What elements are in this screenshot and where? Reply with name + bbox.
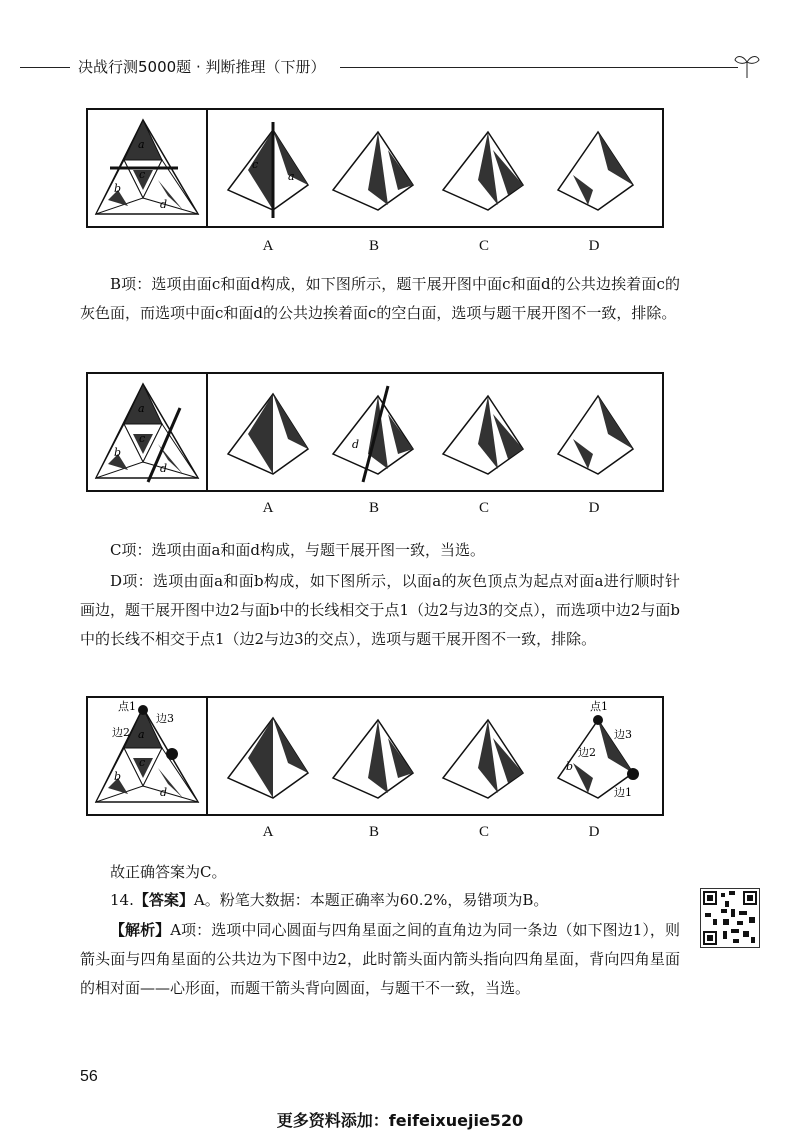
q14-answer-tag: 【答案】	[133, 891, 194, 909]
figure-option-a	[86, 108, 664, 228]
option-label-b: B	[368, 238, 379, 254]
option-b-pyramid	[333, 720, 413, 798]
net-label-b: b	[114, 446, 122, 459]
option-labels-2	[86, 500, 664, 522]
option-a-face-c: c	[252, 158, 259, 171]
paragraph-option-d: D项：选项由面a和面b构成，如下图所示，以面a的灰色顶点为起点对面a进行顺时针画边，题干展开图中边2与面b中的长线相交于点1（边2与边3的交点），而选项中边2与面b中的长线不相交于点1（边2与边3的交点），选项与题干展开图不一致，排除。	[80, 572, 680, 648]
net-label-a: a	[138, 138, 145, 151]
header-title: 决战行测5000题 · 判断推理（下册）	[78, 58, 326, 76]
option-a-pyramid	[228, 394, 308, 474]
footer-note: 更多资料添加：feifeixuejie520	[276, 1111, 524, 1130]
figure-option-b	[86, 372, 664, 492]
option-mark-edge2: 边2	[578, 746, 596, 759]
option-label-d: D	[588, 238, 600, 254]
paragraph-option-b: B项：选项由面c和面d构成，如下图所示，题干展开图中面c和面d的公共边挨着面c的灰色面，而选项中面c和面d的公共边挨着面c的空白面，选项与题干展开图不一致，排除。	[80, 275, 680, 322]
unfolded-net	[96, 705, 198, 802]
q14-answer	[80, 886, 680, 915]
option-d-pyramid	[558, 132, 633, 210]
option-b-pyramid	[333, 386, 413, 482]
q14-analysis-text: A项：选项中同心圆面与四角星面之间的直角边为同一条边（如下图边1），则箭头面与四角星面的公共边为下图中边2，此时箭头面内箭头指向四角星面，背向四角星面的相对面——心形面，而题干箭头背向圆面，与题干不一致，当选。	[80, 921, 680, 997]
net-label-c: c	[139, 432, 146, 445]
option-d-pyramid	[558, 396, 633, 474]
option-a-face-a: a	[288, 170, 295, 183]
paragraph-option-c: C项：选项由面a和面d构成，与题干展开图一致，当选。	[110, 541, 486, 559]
q14-analysis-tag: 【解析】	[110, 921, 171, 939]
option-label-c: C	[478, 238, 489, 254]
net-label-b: b	[114, 770, 122, 783]
net-label-d: d	[160, 786, 168, 799]
q14-number: 14.	[110, 891, 134, 909]
q14-analysis	[80, 916, 680, 1003]
option-c-pyramid	[443, 720, 523, 798]
net-mark-edge2: 边2	[112, 726, 130, 739]
option-a-pyramid	[228, 718, 308, 798]
header-rule-left	[20, 67, 70, 68]
net-label-a: a	[138, 402, 145, 415]
net-label-b: b	[114, 182, 122, 195]
net-label-c: c	[139, 756, 146, 769]
figure-option-d	[86, 696, 664, 816]
option-label-b: B	[368, 500, 379, 516]
net-label-d: d	[160, 198, 168, 211]
header-rule-right	[340, 67, 738, 68]
option-label-d: D	[588, 500, 600, 516]
option-labels-3	[86, 824, 664, 846]
option-mark-point1: 点1	[590, 700, 608, 713]
unfolded-net	[96, 120, 198, 214]
option-label-c: C	[478, 500, 489, 516]
figure-2-drawing	[88, 374, 662, 490]
option-label-a: A	[262, 500, 274, 516]
qr-code-icon[interactable]	[700, 888, 760, 948]
running-header	[0, 50, 800, 84]
option-c-pyramid	[443, 396, 523, 474]
option-b-face-d: d	[352, 438, 360, 451]
net-label-c: c	[139, 168, 146, 181]
option-mark-face-b: b	[566, 760, 574, 773]
sprout-icon	[732, 50, 762, 80]
unfolded-net	[96, 384, 198, 482]
option-label-b: B	[368, 824, 379, 840]
option-label-c: C	[478, 824, 489, 840]
option-c-pyramid	[443, 132, 523, 210]
q14-answer-text: A。粉笔大数据：本题正确率为60.2%，易错项为B。	[193, 891, 549, 909]
net-label-d: d	[160, 462, 168, 475]
option-mark-edge3: 边3	[614, 728, 632, 741]
net-mark-point1: 点1	[118, 700, 136, 713]
page-number: 56	[80, 1068, 98, 1085]
conclusion-paragraph: 故正确答案为C。	[110, 863, 227, 881]
option-b-pyramid	[333, 132, 413, 210]
option-label-a: A	[262, 238, 274, 254]
figure-3-drawing	[88, 698, 662, 814]
figure-1-drawing	[88, 110, 662, 226]
option-mark-edge1: 边1	[614, 786, 632, 799]
option-a-pyramid	[228, 122, 308, 218]
option-label-d: D	[588, 824, 600, 840]
net-label-a: a	[138, 728, 145, 741]
net-mark-edge3: 边3	[156, 712, 174, 725]
option-label-a: A	[262, 824, 274, 840]
option-labels-1	[86, 238, 664, 260]
